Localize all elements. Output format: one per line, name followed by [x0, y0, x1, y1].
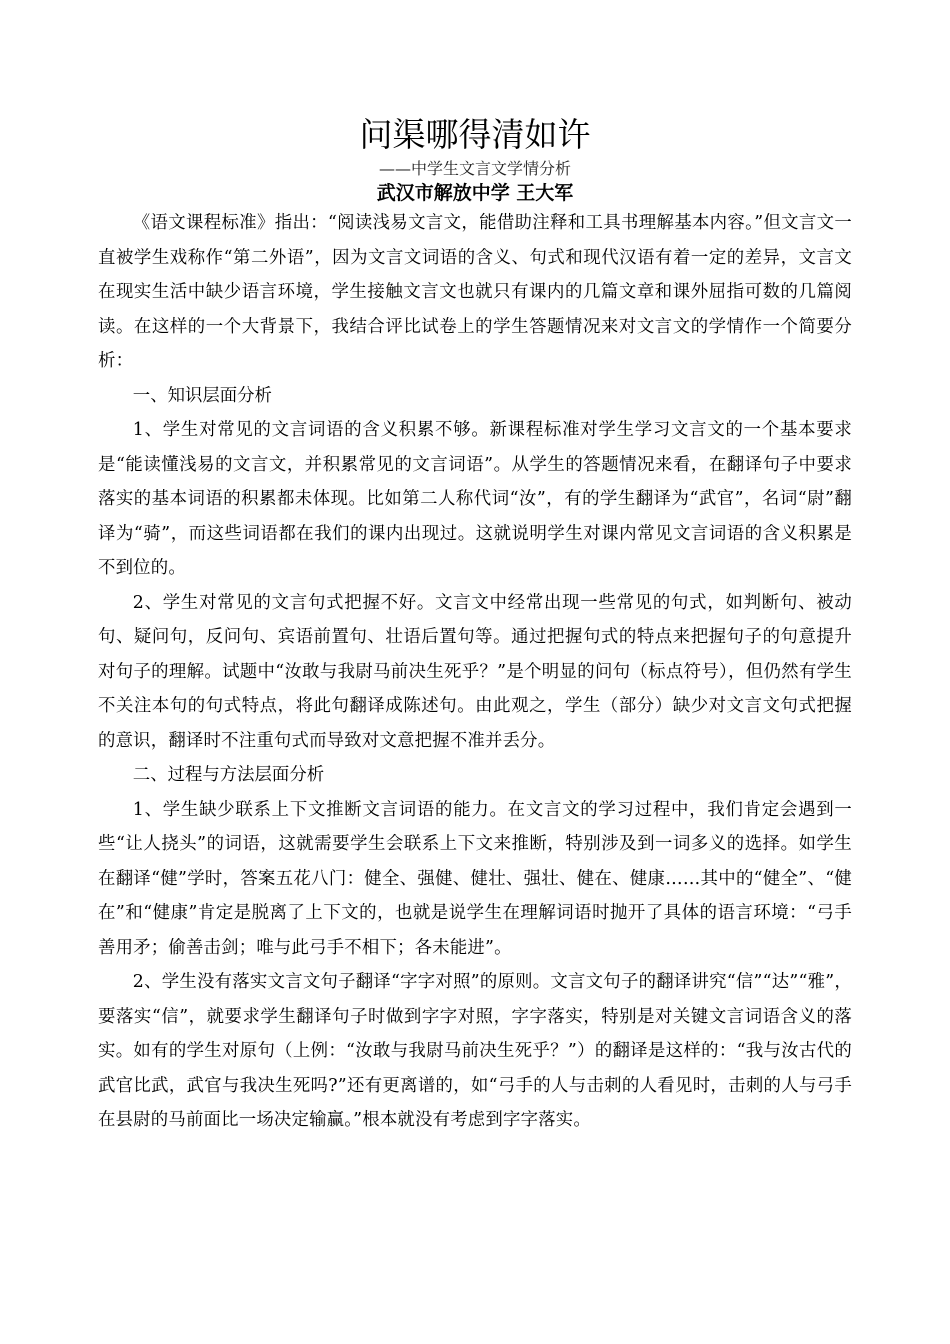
section-heading-knowledge: 一、知识层面分析 — [132, 385, 272, 406]
section1-paragraph-2: 2、学生对常见的文言句式把握不好。文言文中经常出现一些常见的句式，如判断句、被动句、疑问句，反问句、宾语前置句、壮语后置句等。通过把握句式的特点来把握句子的句意提升对句子的理解。试题中“汝敢与我尉马前决生死乎？”是个明显的问句（标点符号），但仍然有学生不关注本句的句式特点，将此句翻译成陈述句。由此观之，学生（部分）缺少对文言文句式把握的意识，翻译时不注重句式而导致对文意把握不准并丢分。 — [98, 592, 852, 751]
intro-paragraph: 《语文课程标准》指出：“阅读浅易文言文，能借助注释和工具书理解基本内容。”但文言文一直被学生戏称作“第二外语”，因为文言文词语的含义、句式和现代汉语有着一定的差异，文言文在现实生活中缺少语言环境，学生接触文言文也就只有课内的几篇文章和课外屈指可数的几篇阅读。在这样的一个大背景下，我结合评比试卷上的学生答题情况来对文言文的学情作一个简要分析： — [98, 213, 852, 371]
document-author: 武汉市解放中学 王大军 — [376, 182, 574, 204]
document-title: 问渠哪得清如许 — [359, 115, 591, 154]
document-subtitle: ——中学生文言文学情分析 — [378, 159, 571, 178]
section1-paragraph-1: 1、学生对常见的文言词语的含义积累不够。新课程标准对学生学习文言文的一个基本要求是“能读懂浅易的文言文，并积累常见的文言词语”。从学生的答题情况来看，在翻译句子中要求落实的基本词语的积累都未体现。比如第二人称代词“汝”，有的学生翻译为“武官”，名词“尉”翻译为“骑”，而这些词语都在我们的课内出现过。这就说明学生对课内常见文言词语的含义积累是不到位的。 — [98, 420, 852, 578]
section2-paragraph-1: 1、学生缺少联系上下文推断文言词语的能力。在文言文的学习过程中，我们肯定会遇到一些“让人挠头”的词语，这就需要学生会联系上下文来推断，特别涉及到一词多义的选择。如学生在翻译“健”学时，答案五花八门：健全、强健、健壮、强壮、健在、健康……其中的“健全”、“健在”和“健康”肯定是脱离了上下文的，也就是说学生在理解词语时抛开了具体的语言环境：“弓手善用矛；偷善击剑；唯与此弓手不相下；各未能进”。 — [98, 799, 852, 958]
section-heading-process: 二、过程与方法层面分析 — [132, 765, 325, 785]
section2-paragraph-2: 2、学生没有落实文言文句子翻译“字字对照”的原则。文言文句子的翻译讲究“信”“达”“雅”，要落实“信”，就要求学生翻译句子时做到字字对照，字字落实，特别是对关键文言词语含义的落实。如有的学生对原句（上例：“汝敢与我尉马前决生死乎？”）的翻译是这样的：“我与汝古代的武官比武，武官与我决生死吗?”还有更离谱的，如“弓手的人与击刺的人看见时，击刺的人与弓手在县尉的马前面比一场决定输赢。”根本就没有考虑到字字落实。 — [98, 972, 852, 1130]
